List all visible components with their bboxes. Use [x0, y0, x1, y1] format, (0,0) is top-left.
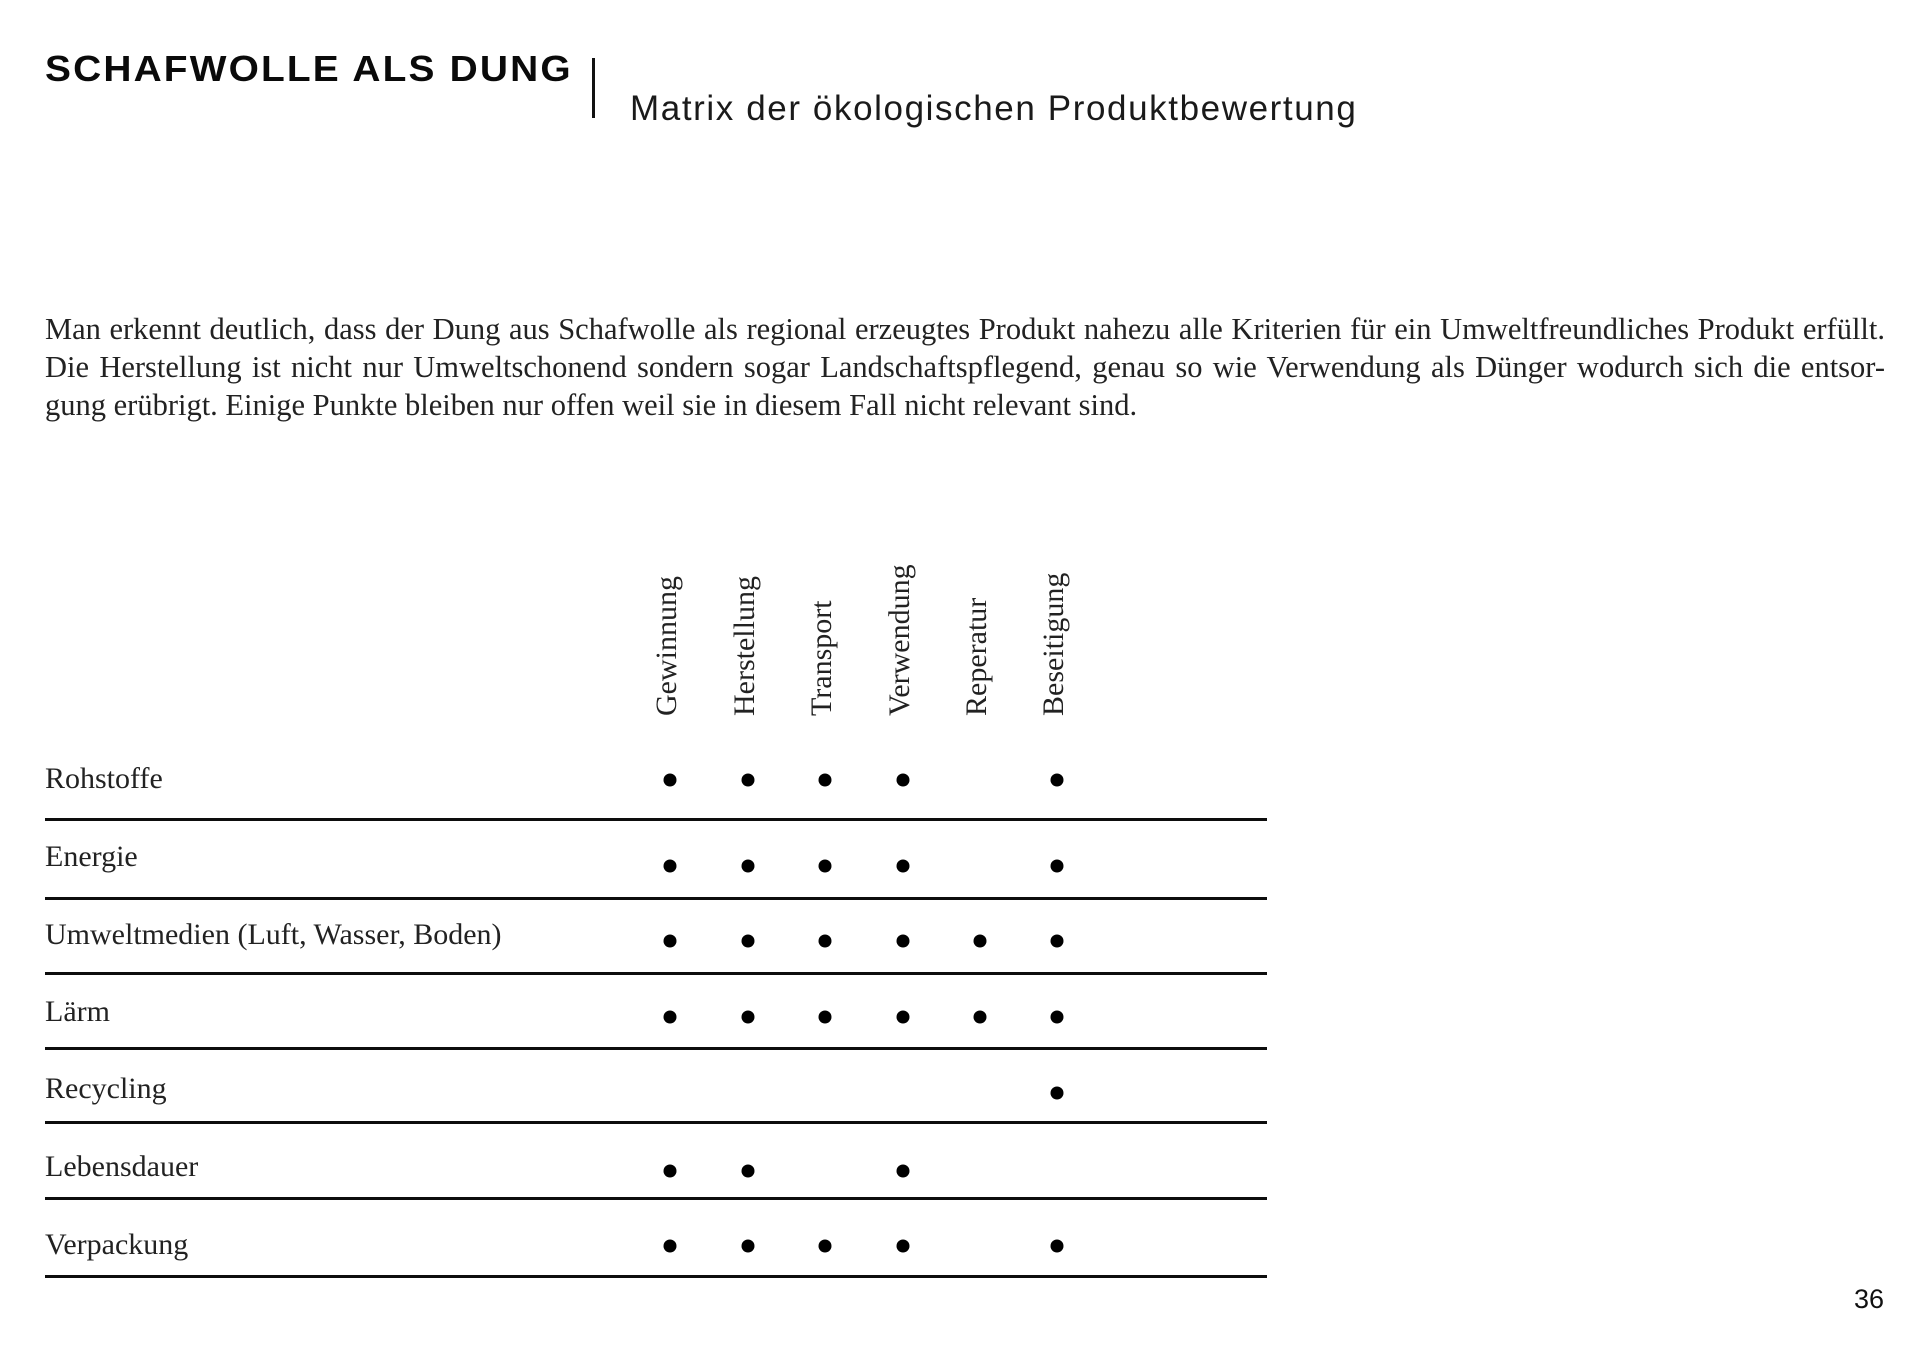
matrix-dot	[1051, 935, 1064, 948]
row-label: Energie	[45, 840, 138, 873]
column-header: Beseitigung	[1037, 572, 1070, 716]
matrix-dot	[897, 774, 910, 787]
intro-paragraph: Man erkennt deutlich, dass der Dung aus Schafwolle als regional erzeugtes Produkt nahezu alle Kriterien für ein Umweltfreundliches Produkt erfüllt. Die Herstellung ist nicht nur Umweltschonend sondern sogar Landschaftspflegend, genau so wie Verwendung als Dünger wodurch sich die entsor- gung erübrigt. Einige Punkte bleiben nur offen weil sie in diesem Fall nicht relevant sind.	[45, 312, 1885, 422]
matrix-dot	[742, 1240, 755, 1253]
matrix-dot	[974, 1011, 987, 1024]
column-header: Gewinnung	[650, 576, 683, 716]
matrix-dot	[819, 1011, 832, 1024]
column-header: Transport	[805, 600, 838, 716]
matrix-dot	[897, 1165, 910, 1178]
matrix-dot	[819, 860, 832, 873]
matrix-dot	[897, 1240, 910, 1253]
matrix-dot	[742, 860, 755, 873]
row-label: Lärm	[45, 995, 110, 1028]
matrix-dot	[664, 860, 677, 873]
matrix-dot	[819, 1240, 832, 1253]
row-divider	[45, 972, 1267, 975]
matrix-dot	[897, 860, 910, 873]
row-label: Recycling	[45, 1072, 167, 1105]
page-subtitle: Matrix der ökologischen Produktbewertung	[630, 89, 1358, 128]
column-header: Herstellung	[728, 576, 761, 716]
matrix-dot	[742, 774, 755, 787]
matrix-dot	[974, 935, 987, 948]
row-label: Rohstoffe	[45, 762, 163, 795]
row-divider	[45, 1121, 1267, 1124]
column-header: Verwendung	[883, 564, 916, 716]
matrix-dot	[664, 774, 677, 787]
row-label: Lebensdauer	[45, 1150, 199, 1183]
row-divider	[45, 1047, 1267, 1050]
page-number: 36	[1853, 1284, 1884, 1314]
matrix-dot	[897, 935, 910, 948]
matrix-dot	[742, 935, 755, 948]
row-label: Verpackung	[45, 1228, 189, 1261]
matrix-dot	[819, 774, 832, 787]
matrix-dot	[819, 935, 832, 948]
matrix-dot	[1051, 1087, 1064, 1100]
row-label: Umweltmedien (Luft, Wasser, Boden)	[45, 918, 502, 951]
row-divider	[45, 897, 1267, 900]
matrix-dot	[664, 1165, 677, 1178]
matrix-dot	[1051, 1240, 1064, 1253]
row-divider	[45, 1197, 1267, 1200]
matrix-dot	[897, 1011, 910, 1024]
column-header: Reperatur	[960, 597, 993, 716]
matrix-dot	[1051, 774, 1064, 787]
page-title: SCHAFWOLLE ALS DUNG	[45, 48, 573, 89]
title-separator	[592, 58, 595, 118]
matrix-dot	[664, 1011, 677, 1024]
matrix-dot	[742, 1011, 755, 1024]
matrix-dot	[1051, 1011, 1064, 1024]
row-divider	[45, 818, 1267, 821]
row-divider	[45, 1275, 1267, 1278]
matrix-dot	[1051, 860, 1064, 873]
matrix-dot	[664, 935, 677, 948]
matrix-dot	[664, 1240, 677, 1253]
matrix-dot	[742, 1165, 755, 1178]
